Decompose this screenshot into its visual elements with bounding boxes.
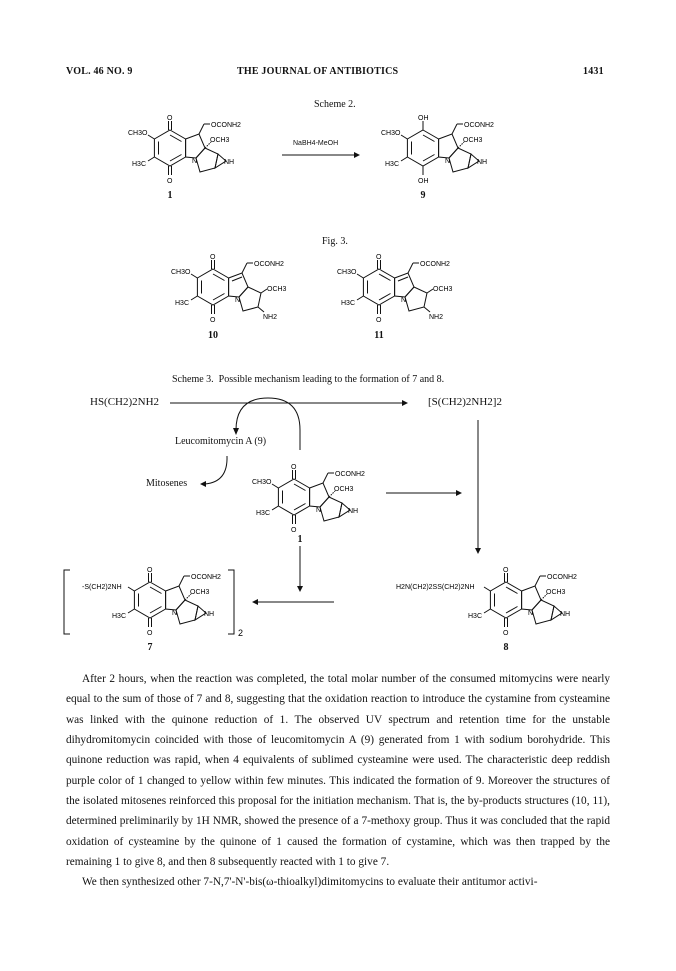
left-bracket: [64, 570, 70, 634]
paragraph-1: After 2 hours, when the reaction was completed, the total molar number of the consumed mitomycins were nearly equal to the sum of those of 7 and 8, suggesting that the oxidation reaction to introduce the cystamine from cysteamine was linked with the quinone reduction of 1. The observed UV spectrum and retention time for the unstable dihydromitomycin coincided with those of leucomitomycin A (9) generated from 1 with sodium borohydride. This quinone reduction was rapid, when 4 equivalents of sublimed cysteamine were used. The characteristic deep reddish purple color of 1 changed to yellow within few minutes. This indicated the formation of 9. Moreover the structures of the isolated mitosenes reinforced this proposal for the initiation mechanism. That is, the by-products structures (10, 11), determined preliminarily by 1H NMR, showed the presence of a 7-methoxy group. Thus it was concluded that the rapid oxidation of cysteamine by the quinone of 1 caused the formation of cystamine, which was then trapped by the remaining 1 to give 8, and then 8 subsequently reacted with 1 to give 7.: [66, 673, 610, 869]
leucomitomycin-label: Leucomitomycin A (9): [175, 436, 267, 447]
svg-text:O: O: [376, 317, 382, 324]
running-header-journal: THE JOURNAL OF ANTIBIOTICS: [237, 66, 399, 77]
atom-label: O: [167, 115, 173, 122]
svg-text:NH: NH: [204, 611, 215, 618]
compound-label-8: 8: [503, 642, 509, 653]
svg-text:H3C: H3C: [175, 300, 190, 307]
svg-text:N: N: [445, 158, 451, 165]
svg-text:CH3O: CH3O: [171, 269, 191, 276]
svg-text:O: O: [291, 464, 297, 471]
svg-text:CH3O: CH3O: [128, 130, 148, 137]
svg-text:NH: NH: [477, 159, 488, 166]
svg-text:OCONH2: OCONH2: [211, 122, 241, 129]
compound-label-10: 10: [208, 330, 218, 341]
structure-compound-11: [337, 254, 453, 324]
structure-compound-1: [128, 115, 241, 185]
svg-text:OCH3: OCH3: [433, 286, 453, 293]
structure-compound-8: [396, 567, 577, 637]
svg-text:O: O: [167, 178, 173, 185]
fig3-caption: Fig. 3.: [322, 236, 348, 247]
compound-label-1-center: 1: [297, 534, 303, 545]
svg-text:OCONH2: OCONH2: [464, 122, 494, 129]
svg-text:H3C: H3C: [385, 161, 400, 168]
structure-compound-9: [381, 115, 494, 185]
svg-text:OCH3: OCH3: [546, 589, 566, 596]
svg-text:O: O: [210, 317, 216, 324]
scheme2-caption: Scheme 2.: [314, 99, 356, 110]
svg-text:OCONH2: OCONH2: [191, 574, 221, 581]
compound-label-11: 11: [374, 330, 384, 341]
svg-text:OCONH2: OCONH2: [335, 471, 365, 478]
body-text: [66, 669, 610, 893]
product-cystamine: [S(CH2)2NH2]2: [428, 396, 502, 408]
svg-text:OCH3: OCH3: [463, 137, 483, 144]
svg-text:OCONH2: OCONH2: [547, 574, 577, 581]
svg-text:OH: OH: [418, 178, 429, 185]
svg-text:O: O: [147, 630, 153, 637]
compound-label-1: 1: [167, 190, 173, 201]
svg-text:O: O: [376, 254, 382, 261]
svg-text:OCH3: OCH3: [334, 486, 354, 493]
svg-text:OCH3: OCH3: [210, 137, 230, 144]
compound-label-9: 9: [420, 190, 426, 201]
svg-text:NH2: NH2: [263, 314, 278, 321]
running-header-volume: VOL. 46 NO. 9: [66, 66, 133, 77]
svg-text:OCH3: OCH3: [190, 589, 210, 596]
svg-text:OCONH2: OCONH2: [420, 261, 450, 268]
paragraph-2: We then synthesized other 7-N,7'-N'-bis(ω-thioalkyl)dimitomycins to evaluate their antitumor activi-: [82, 876, 538, 889]
svg-text:O: O: [210, 254, 216, 261]
svg-text:NH2: NH2: [429, 314, 444, 321]
svg-text:H2N(CH2)2SS(CH2)2NH: H2N(CH2)2SS(CH2)2NH: [396, 584, 475, 591]
svg-text:H3C: H3C: [341, 300, 356, 307]
svg-text:H3C: H3C: [468, 613, 483, 620]
scheme3-caption: Scheme 3. Possible mechanism leading to the formation of 7 and 8.: [172, 374, 445, 385]
svg-text:O: O: [147, 567, 153, 574]
svg-text:CH3O: CH3O: [337, 269, 357, 276]
svg-text:N: N: [172, 610, 178, 617]
svg-text:N: N: [401, 297, 407, 304]
compound-label-7: 7: [147, 642, 153, 653]
svg-text:NH: NH: [348, 508, 359, 515]
svg-text:O: O: [503, 567, 509, 574]
svg-text:H3C: H3C: [112, 613, 127, 620]
svg-text:N: N: [528, 610, 534, 617]
svg-text:CH3O: CH3O: [252, 479, 272, 486]
structure-compound-7: [82, 567, 221, 637]
svg-text:OCONH2: OCONH2: [254, 261, 284, 268]
svg-text:H3C: H3C: [256, 510, 271, 517]
svg-text:O: O: [503, 630, 509, 637]
bracket-subscript: 2: [238, 628, 244, 638]
svg-text:N: N: [235, 297, 241, 304]
mitosenes-label: Mitosenes: [146, 478, 188, 489]
svg-text:N: N: [316, 507, 322, 514]
right-bracket: [228, 570, 234, 634]
svg-text:O: O: [291, 527, 297, 534]
structure-compound-1-center: [252, 464, 365, 534]
svg-text:-S(CH2)2NH: -S(CH2)2NH: [82, 584, 122, 591]
svg-text:OH: OH: [418, 115, 429, 122]
svg-text:CH3O: CH3O: [381, 130, 401, 137]
svg-text:NH: NH: [560, 611, 571, 618]
svg-text:N: N: [192, 158, 198, 165]
page-number: 1431: [583, 66, 604, 77]
reagent-label: NaBH4-MeOH: [293, 140, 339, 147]
svg-text:OCH3: OCH3: [267, 286, 287, 293]
svg-text:NH: NH: [224, 159, 235, 166]
structure-compound-10: [171, 254, 287, 324]
reactant-cysteamine: HS(CH2)2NH2: [90, 396, 160, 408]
svg-text:H3C: H3C: [132, 161, 147, 168]
